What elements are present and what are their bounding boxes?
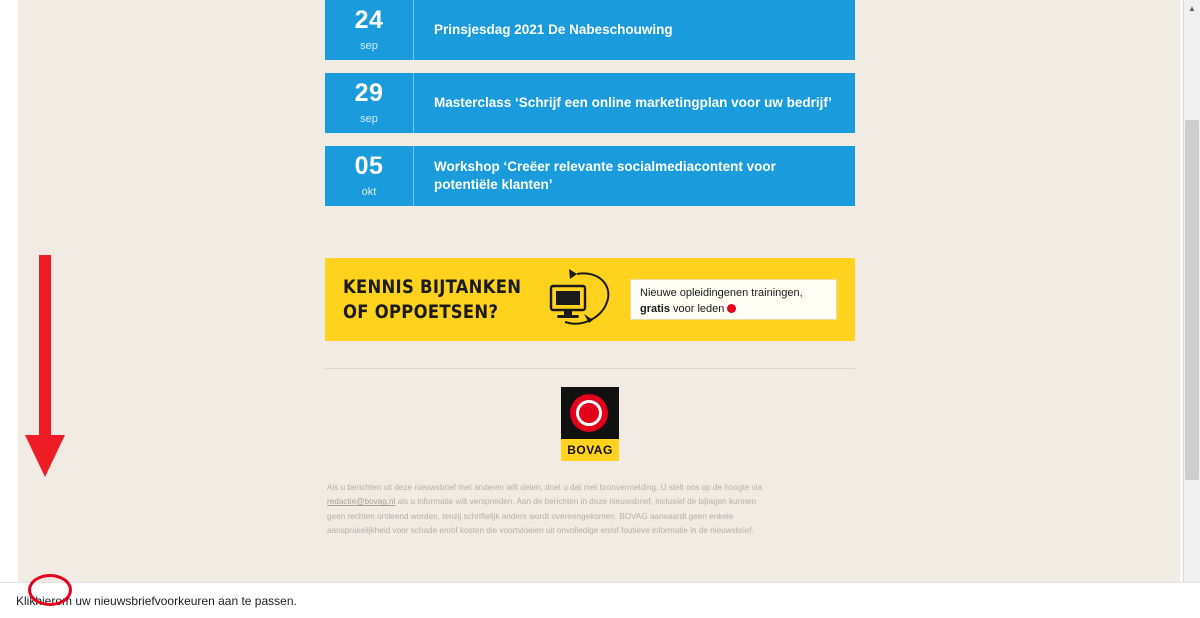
logo-top [561,387,619,439]
footer-text-before: Klik [16,593,36,608]
event-card[interactable] [325,0,855,60]
event-date [325,146,414,206]
vertical-scrollbar[interactable] [1183,0,1200,600]
fineprint-text [325,481,855,538]
promo-card-line1: Nieuwe opleidingenen trainingen, [640,287,803,299]
footer-text-after: om uw nieuwsbriefvoorkeuren aan te passen. [55,593,297,608]
fineprint-line-4: aansprakelijkheid voor schade en/of kosten die voortvloeien uit onvolledige en/of foutieve informatie in de nieuwsbrief. [327,526,754,536]
preferences-link[interactable]: hier [35,593,56,608]
redactie-email-link[interactable]: redactie@bovag.nl [327,497,396,507]
promo-banner[interactable] [325,258,855,341]
event-day: 29 [354,79,384,107]
event-title: Masterclass ‘Schrijf een online marketingplan voor uw bedrijf’ [434,94,832,110]
event-month: sep [360,113,378,125]
logo-inner-ring [576,400,602,426]
promo-card-rest: voor leden [669,302,725,315]
event-card[interactable] [325,73,855,133]
fineprint-line2-text: als u informatie wilt verspreiden. Aan de berichten in deze nieuwsbrief, inclusief de bijlagen kunnen [397,497,756,507]
bovag-logo-icon [561,387,619,461]
promo-headline [343,275,521,326]
event-day: 05 [354,152,384,180]
arrow-bullet-icon [727,304,736,313]
section-spacer [325,219,855,258]
event-title: Prinsjesdag 2021 De Nabeschouwing [434,21,673,37]
event-date [325,73,414,133]
fineprint-line-1 [327,481,853,495]
monitor-illustration-icon [537,268,615,332]
promo-callout-card [630,279,837,320]
promo-headline-line1: KENNIS BIJTANKEN [343,276,522,298]
promo-card-emphasis: gratis [640,302,670,315]
scrollbar-thumb[interactable] [1185,120,1199,480]
promo-headline-line2: OF OPPOETSEN? [343,301,499,324]
fineprint-line-3: geen rechten ontleend worden, tenzij schriftelijk anders wordt overeengekomen. BOVAG aanvaardt geen enkele [327,511,734,521]
left-gutter [0,0,18,618]
scroll-up-arrow-icon[interactable]: ▲ [1184,0,1200,17]
event-title: Workshop ‘Creëer relevante socialmediacontent voor potentiële klanten’ [434,158,776,192]
event-day: 24 [354,6,384,34]
fineprint-line1-text: Als u berichten uit deze nieuwsbrief met anderen wilt delen, doet u dat met bronvermelding. U stelt ons op de hoogte via [327,483,763,492]
newsletter-content [325,0,855,538]
footer-bar [0,582,1200,618]
logo-container [325,369,855,461]
event-date [325,0,414,60]
event-month: sep [360,40,378,52]
fineprint-line-2 [327,495,853,509]
event-month: okt [361,186,377,198]
event-card[interactable] [325,146,855,206]
promo-card-line2 [640,302,827,318]
logo-wordmark: BOVAG [561,439,619,461]
